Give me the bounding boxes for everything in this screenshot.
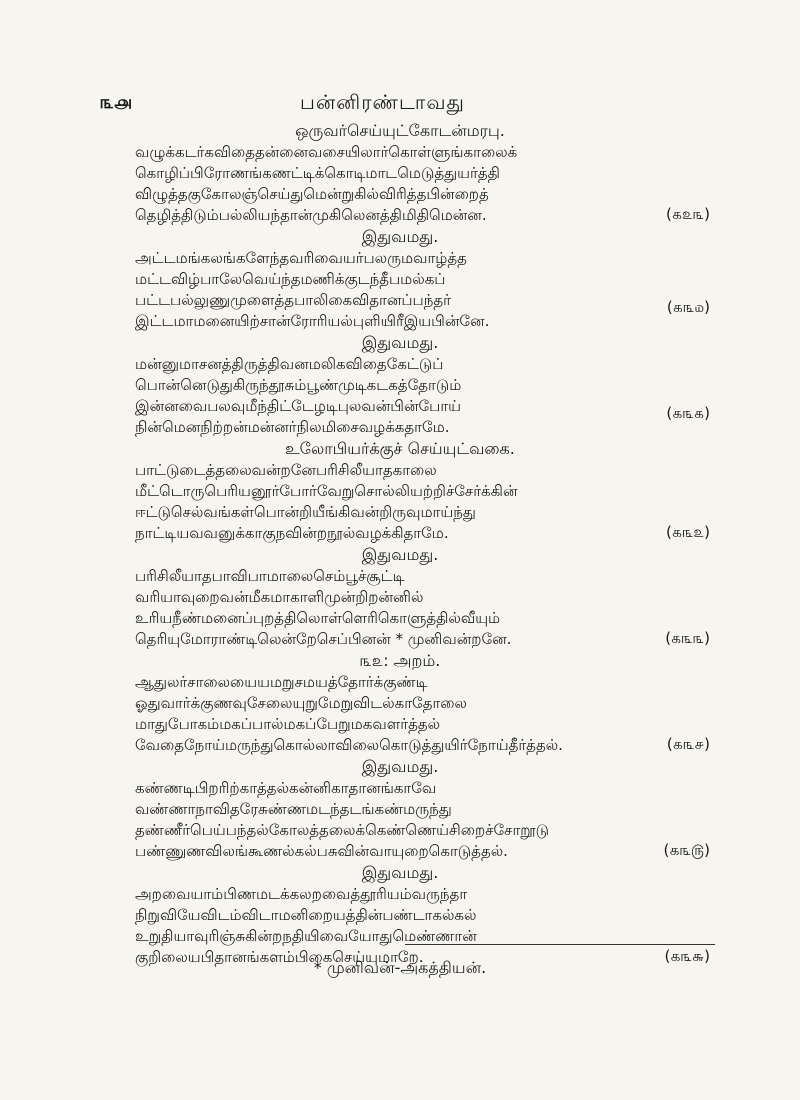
verse-block xyxy=(0,460,800,544)
verse-line: மட்டவிழ்பாலேவெய்ந்தமணிக்குடந்தீபமல்கப் xyxy=(135,270,446,288)
verse-line: வேதைநோய்மருந்துகொல்லாவிலைகொடுத்துயிர்நோய்தீர்த்தல். xyxy=(135,736,563,754)
footnote: * முனிவன்-அகத்தியன். xyxy=(313,958,487,977)
section-heading: உலோபியர்க்குச் செய்யுட்வகை. xyxy=(285,439,515,458)
verse-line: மாதுபோகம்மகப்பால்மகப்பேறுமகவளர்த்தல் xyxy=(135,715,441,733)
verse-number: (௧௩௩) xyxy=(665,629,710,647)
verse-line: அட்டமங்கலங்களேந்தவரிவையர்பலருமவாழ்த்த xyxy=(135,249,467,267)
verse-line: ஈட்டுசெல்வங்கள்பொன்றியீங்கிவன்றிருவுமாய்ந்து xyxy=(135,503,476,521)
section-heading: ஒருவர்செய்யுட்கோடன்மரபு. xyxy=(295,121,505,140)
section-heading: இதுவமது. xyxy=(361,863,439,882)
verse-line: தெரியுமோராண்டிலென்றேசெப்பினன் * முனிவன்றனே. xyxy=(135,630,512,648)
verse-line: பொன்னெடுதுகிருந்தூசும்பூண்முடிகடகத்தோடும் xyxy=(135,376,462,394)
verse-line: மன்னுமாசனத்திருத்திவனமலிகவிதைகேட்டுப் xyxy=(135,355,444,373)
footnote-divider xyxy=(405,944,715,945)
verse-line: தண்ணீர்பெய்பந்தல்கோலத்தலைக்கெண்ணெய்சிறைச்சோறூடு xyxy=(135,821,550,839)
verse-line: பரிசிலீயாதபாவிபாமாலைசெம்பூச்சூட்டி xyxy=(135,567,405,585)
verse-line: இட்டமாமனையிற்சான்ரோரியல்புளியிரீஇயபின்னே. xyxy=(135,312,490,330)
verse-line: ஓதுவார்க்குணவுசேலையுறுமேறுவிடல்காதோலை xyxy=(135,694,467,712)
verse-line: பண்ணுணவிலங்கூணல்கல்பசுவின்வாயுறைகொடுத்தல். xyxy=(135,842,508,860)
verse-block xyxy=(0,672,800,756)
verse-number: (௧௩௫) xyxy=(663,841,710,859)
verse-number: (௧௩௧) xyxy=(666,404,710,422)
verse-number: (௧௩௬) xyxy=(664,947,710,965)
section-heading: இதுவமது. xyxy=(361,757,439,776)
verse-block xyxy=(0,248,800,332)
verse-block xyxy=(0,142,800,226)
verse-line: இன்னவைபலவுமீந்திட்டேழடிபுலவன்பின்போய் xyxy=(135,397,462,415)
verse-line: வரியாவுறைவன்மீகமாகாளிமுன்றிறன்னில் xyxy=(135,588,424,606)
verse-number: (௧௩௰) xyxy=(666,298,710,316)
verse-block xyxy=(0,566,800,650)
section-heading: இதுவமது. xyxy=(361,227,439,246)
verse-line: தெழித்திடும்பல்லியந்தான்முகிலெனத்திமிதிமென்ன. xyxy=(135,206,487,224)
verse-line: பட்டபல்லுணுமுளைத்தபாலிகைவிதானப்பந்தர் xyxy=(135,291,451,309)
verse-block xyxy=(0,778,800,862)
verse-line: அறவையாம்பிணமடக்கலறவைத்தூரியம்வருந்தா xyxy=(135,885,468,903)
section-heading: ௩௨: அறம். xyxy=(359,651,441,670)
verse-line: கொழிப்பிரோணங்கணட்டிக்கொடிமாடமெடுத்துயர்த்தி xyxy=(135,164,500,182)
verse-line: வண்ணாநாவிதரேசுண்ணமடந்தடங்கண்மருந்து xyxy=(135,800,452,818)
section-heading: இதுவமது. xyxy=(361,545,439,564)
verse-blocks xyxy=(0,120,800,968)
section-heading: இதுவமது. xyxy=(361,333,439,352)
verse-line: உரியநீண்மனைப்புறத்திலொள்ளெரிகொளுத்தில்வீயும் xyxy=(135,609,501,627)
verse-number: (௧௩௨) xyxy=(665,523,710,541)
verse-number: (௧௨௩) xyxy=(665,205,710,223)
page-number: ௩௮ xyxy=(100,92,132,113)
verse-block xyxy=(0,354,800,438)
verse-line: மீட்டொருபெரியனூர்போர்வேறுசொல்லியற்றிச்சேர்க்கின் xyxy=(135,482,518,500)
verse-line: குறிலையபிதானங்களம்பிகைசெய்யுமாறே. xyxy=(135,948,424,966)
verse-line: நிறுவியேவிடம்விடாமனிறையத்தின்பண்டாகல்கல் xyxy=(135,906,477,924)
verse-line: கண்ணடிபிறரிற்காத்தல்கன்னிகாதானங்காவே xyxy=(135,779,437,797)
verse-line: விழுத்தகுகோலஞ்செய்துமென்றுகில்விரித்தபின்றைத் xyxy=(135,185,489,203)
verse-line: நின்மெனநிற்றன்மன்னர்நிலமிசைவழக்கதாமே. xyxy=(135,418,450,436)
verse-line: ஆதுலர்சாலையையமறுசமயத்தோர்க்குண்டி xyxy=(135,673,428,691)
verse-line: பாட்டுடைத்தலைவன்றனேபரிசிலீயாதகாலை xyxy=(135,461,437,479)
verse-line: நாட்டியவவனுக்காகுநவின்றநூல்வழக்கிதாமே. xyxy=(135,524,449,542)
running-title: பன்னிரண்டாவது xyxy=(300,90,465,114)
verse-line: வழுக்கடர்கவிதைதன்னைவசையிலார்கொள்ளுங்காலைக் xyxy=(135,143,518,161)
verse-block xyxy=(0,884,800,968)
verse-line: உறுதியாவுரிஞ்சுகின்றநதியிவையோதுமெண்ணான் xyxy=(135,927,477,945)
verse-number: (௧௩௪) xyxy=(666,735,710,753)
